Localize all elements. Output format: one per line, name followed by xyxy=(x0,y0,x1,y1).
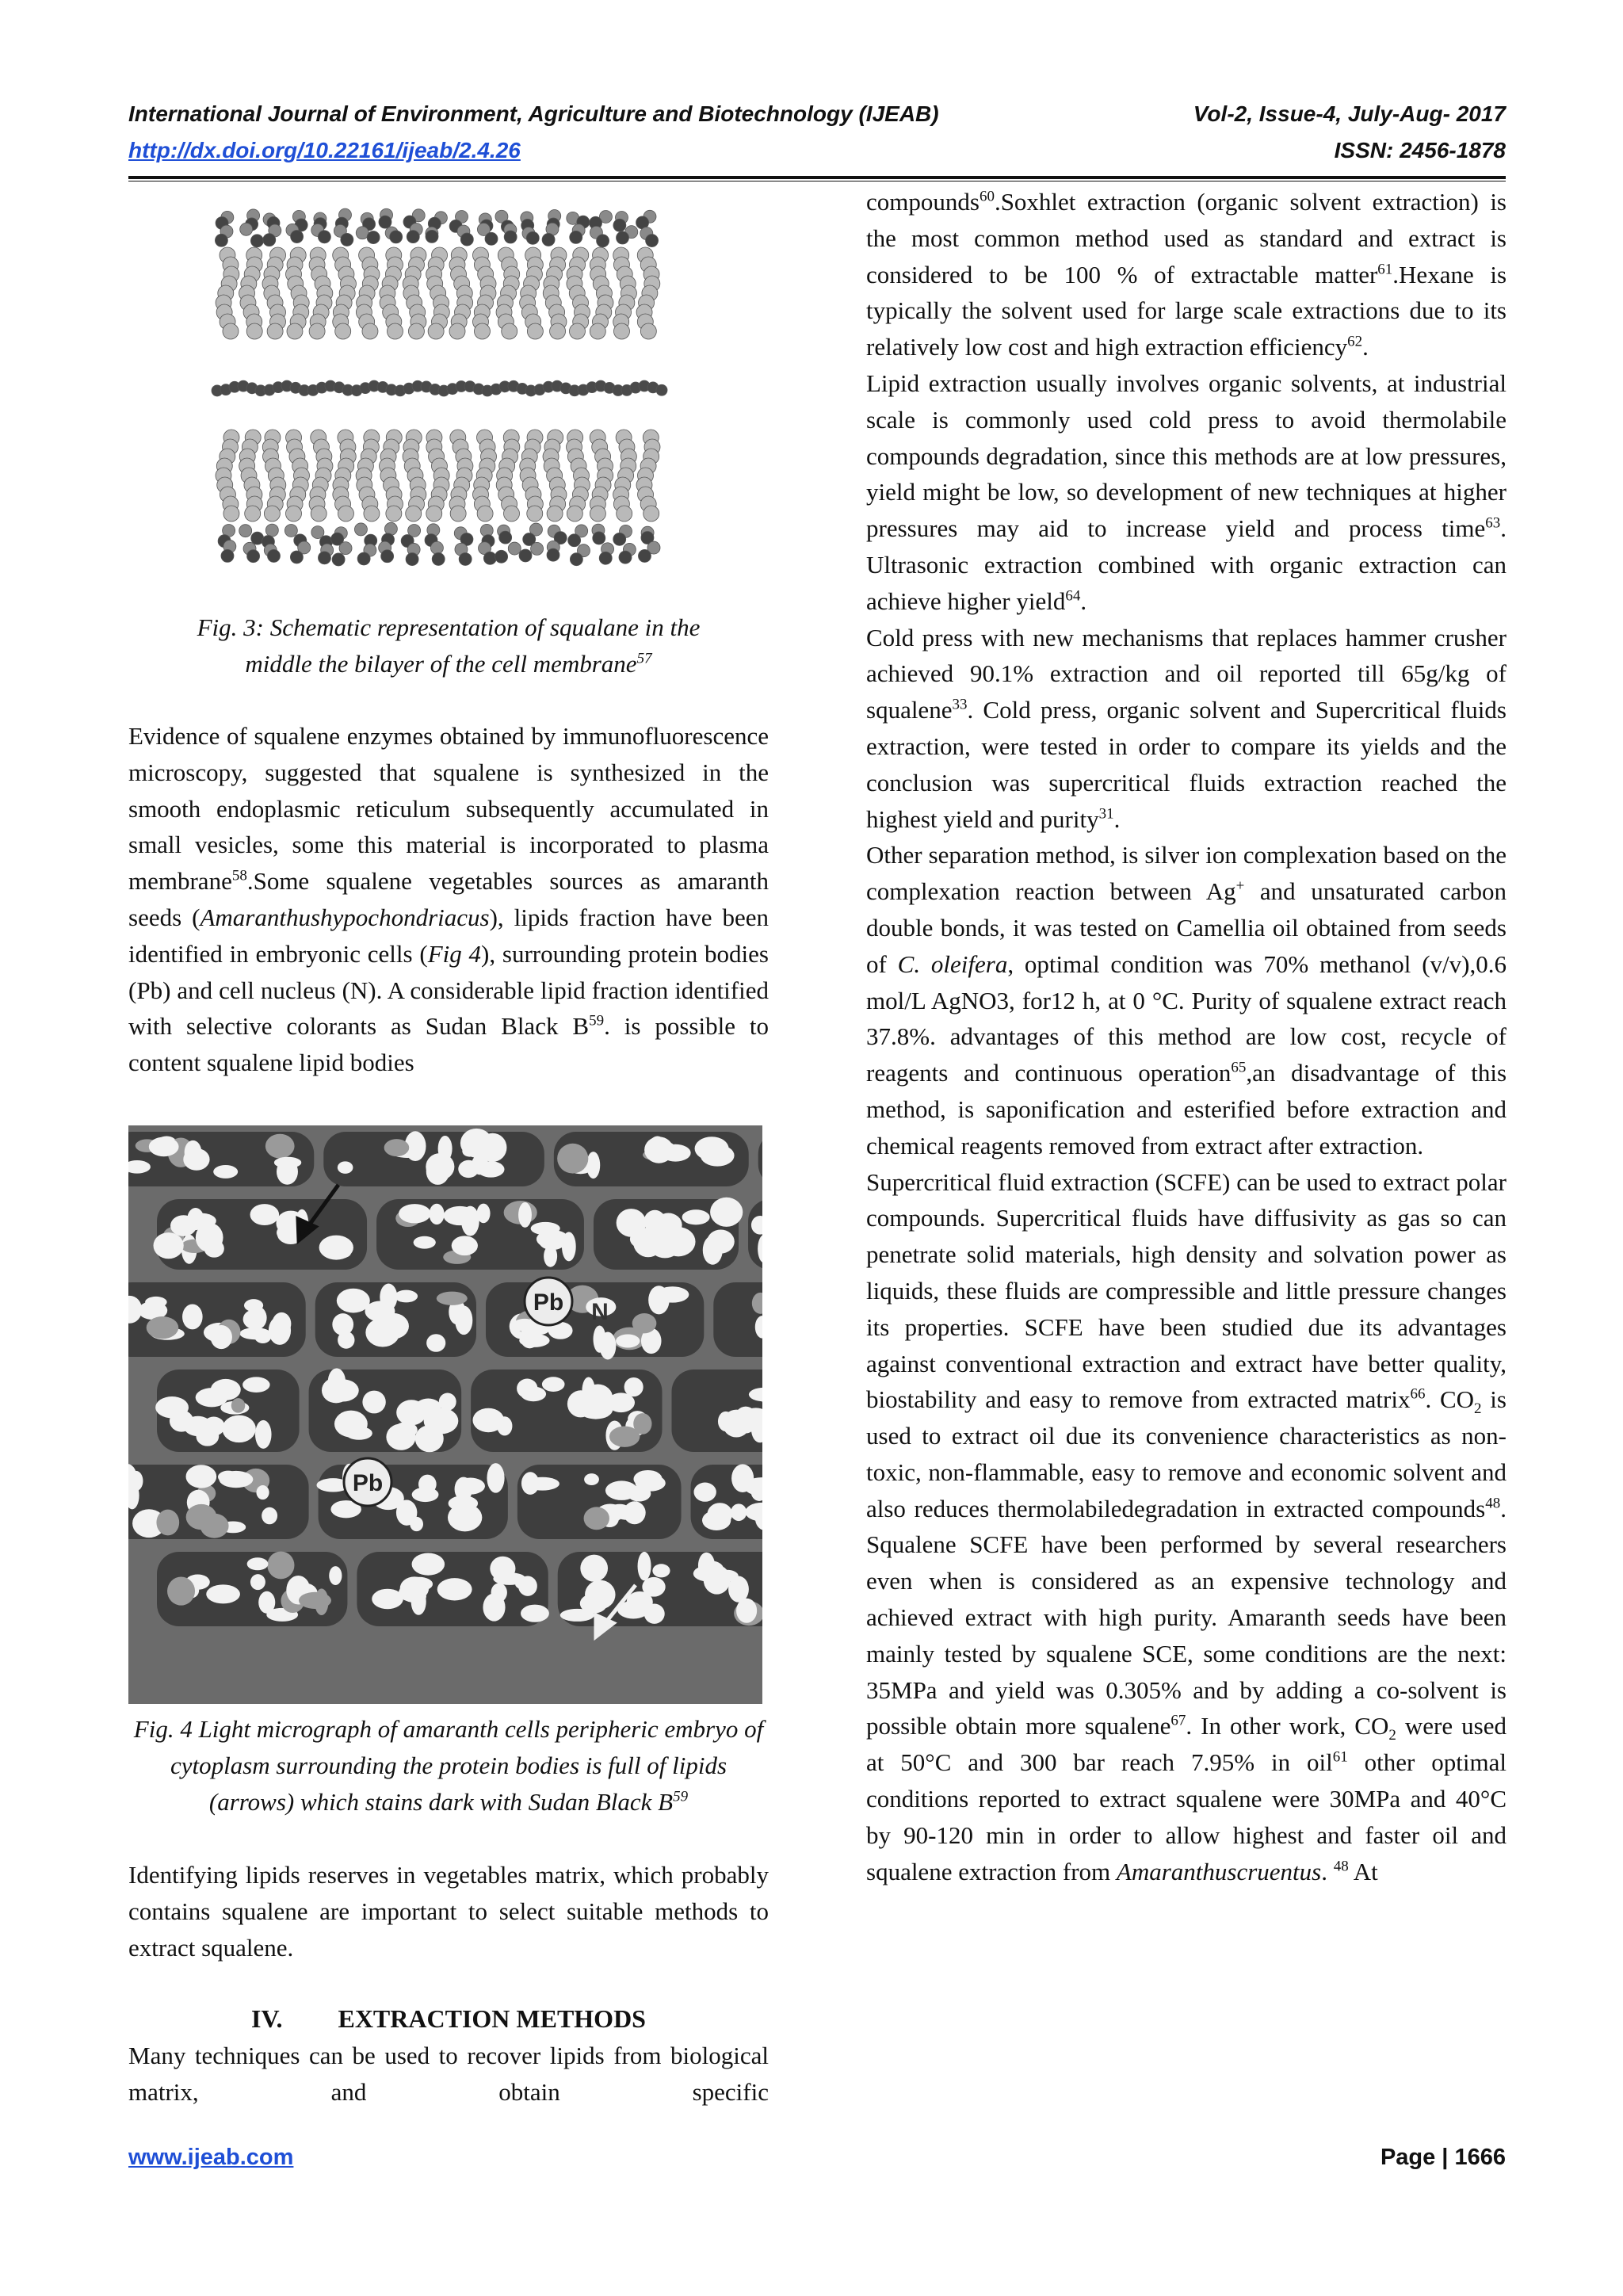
fig4-ref: 59 xyxy=(673,1788,689,1805)
pb-label-2 xyxy=(344,1458,391,1506)
left-para-1 xyxy=(128,718,769,1081)
co2-sub-2: 2 xyxy=(1388,1727,1396,1744)
r-p2-a: Lipid extraction usually involves organic solvents, at industrial scale is commonly used cold press to avoid thermolabile compounds degradation, since this methods are at low pressures, yield might be low, so development of new techniques at higher pressures may aid to increase yield and process time xyxy=(866,369,1507,543)
svg-text:Pb: Pb xyxy=(533,1289,564,1316)
left-para-3 xyxy=(128,2038,769,2111)
ref-58: 58 xyxy=(231,867,247,884)
r-p5-g: other optimal conditions reported to extract squalene were 30MPa and 40°C by 90-120 min in order to allow highest and faster oil and squalene extraction from xyxy=(866,1748,1507,1885)
co2-sub-1: 2 xyxy=(1474,1400,1482,1418)
section-heading xyxy=(128,2001,769,2038)
ref-48-b: 48 xyxy=(1333,1858,1349,1875)
left-p2-text: Identifying lipids reserves in vegetables matrix, which probably contains squalene are important to select suitable methods to extract squalene. xyxy=(128,1861,769,1962)
ref-64: 64 xyxy=(1065,587,1081,605)
left-p1-text-a: Evidence of squalene enzymes obtained by immunofluorescence microscopy, suggested that squalene is synthesized in the smooth endoplasmic reticulum subsequently accumulated in small vesicles, some this material is incorporated to plasma membrane xyxy=(128,722,769,896)
r-p5-b: . CO xyxy=(1425,1385,1475,1414)
volume-info: Vol-2, Issue-4, July-Aug- 2017 xyxy=(1193,101,1506,126)
r-p4-b: and unsaturated carbon double bonds, it was tested on Camellia oil obtained from seeds of xyxy=(866,877,1507,978)
ref-33: 33 xyxy=(952,696,968,713)
r-p3-c: . xyxy=(1113,804,1121,833)
left-p1-text-d: ), surrounding protein bodies (Pb) and cell nucleus (N). A considerable lipid fraction identified with selective colorants as Sudan Black B xyxy=(128,939,769,1041)
fig4-caption-text: Fig. 4 Light micrograph of amaranth cells peripheric embryo of cytoplasm surrounding the protein bodies is full of lipids (arrows) which stains dark with Sudan Black B xyxy=(133,1715,764,1816)
section-title: EXTRACTION METHODS xyxy=(338,2004,646,2033)
r-p5-a: Supercritical fluid extraction (SCFE) can be used to extract polar compounds. Supercritical fluids have diffusivity as gas so can penetrate solid materials, high density and solvation power as liquids, these fluids are compressible and little pressure changes its properties. SCFE have been studied due its advantages against conventional extraction and extract have better quality, biostability and easy to remove from extracted matrix xyxy=(866,1167,1507,1414)
r-p5-e: . In other work, CO xyxy=(1186,1712,1389,1740)
right-para-3 xyxy=(866,620,1507,838)
right-para-5 xyxy=(866,1164,1507,1890)
ref-48-a: 48 xyxy=(1485,1495,1501,1512)
page-footer xyxy=(128,2145,1506,2171)
r-p5-f: were used at 50°C and 300 bar reach 7.95% in oil xyxy=(866,1712,1507,1777)
r-p4-a: Other separation method, is silver ion complexation based on the complexation reaction between Ag xyxy=(866,841,1507,906)
section-number: IV. xyxy=(251,2004,283,2033)
micrograph-svg xyxy=(128,1125,762,1704)
r-p4-d: ,an disadvantage of this method, is saponification and esterified before extraction and chemical reagents removed from extract after extraction. xyxy=(866,1059,1507,1159)
svg-text:Pb: Pb xyxy=(352,1470,384,1496)
ref-61: 61 xyxy=(1377,261,1393,278)
n-label xyxy=(591,1299,609,1325)
r-p1-a: compounds xyxy=(866,188,980,216)
fig4-caption xyxy=(128,1711,769,1820)
ref-60: 60 xyxy=(979,188,995,205)
fig3-bilayer-image xyxy=(208,208,675,580)
r-p1-b: .Soxhlet extraction (organic solvent extraction) is the most common method used as standard and extract is considered to be 100 % of extractable matter xyxy=(866,188,1507,288)
species-c-oleifera: C. oleifera xyxy=(897,949,1008,978)
right-para-4 xyxy=(866,837,1507,1163)
header-rule xyxy=(128,176,1506,179)
left-p1-text-c: ), lipids fraction have been identified in embryonic cells ( xyxy=(128,903,769,968)
fig4-micrograph-image xyxy=(128,1125,762,1704)
issn: ISSN: 2456-1878 xyxy=(1334,138,1506,162)
svg-text:N: N xyxy=(591,1299,609,1325)
ref-65: 65 xyxy=(1231,1059,1247,1076)
r-p2-b: . Ultrasonic extraction combined with organic extraction can achieve higher yield xyxy=(866,514,1507,615)
pb-label-1 xyxy=(525,1278,572,1325)
page-header xyxy=(128,101,1506,173)
r-p5-d: . Squalene SCFE have been performed by several researchers even when is considered as an expensive technology and achieved extract with high purity. Amaranth seeds have been mainly tested by squalene SCE, some conditions are the next: 35MPa and yield was 0.305% and by adding a co-solvent is possible obtain more squalene xyxy=(866,1494,1507,1740)
left-p1-text-b: .Some squalene vegetables sources as amaranth seeds ( xyxy=(128,867,769,931)
left-para-2 xyxy=(128,1857,769,1966)
ref-62: 62 xyxy=(1347,333,1363,350)
r-p2-c: . xyxy=(1080,586,1087,615)
fig3-caption-line2: middle the bilayer of the cell membrane xyxy=(245,650,637,678)
ref-59: 59 xyxy=(589,1013,605,1030)
r-p3-b: . Cold press, organic solvent and Supercritical fluids extraction, were tested in order to compare its yields and the conclusion was supercritical fluids extraction reached the highest yield and purity xyxy=(866,696,1507,833)
fig4-reference: Fig 4 xyxy=(427,939,482,968)
r-p4-c: , optimal condition was 70% methanol (v/v),0.6 mol/L AgNO3, for12 h, at 0 °C. Purity of squalene extract reach 37.8%. advantages of this method are low cost, recycle of reagents and continuous operation xyxy=(866,949,1507,1087)
species-name: Amaranthushypochondriacus xyxy=(200,903,490,931)
page-number: Page | 1666 xyxy=(1380,2145,1506,2170)
species-amaranthus-cruentus: Amaranthuscruentus xyxy=(1116,1857,1322,1885)
r-p1-c: .Hexane is typically the solvent used for large scale extractions due to its relatively low cost and high extraction efficiency xyxy=(866,260,1507,361)
r-p5-h: . xyxy=(1321,1857,1334,1885)
ref-67: 67 xyxy=(1170,1713,1186,1730)
site-link[interactable]: www.ijeab.com xyxy=(128,2145,294,2170)
r-p1-d: . xyxy=(1362,333,1369,361)
journal-title: International Journal of Environment, Agriculture and Biotechnology (IJEAB) xyxy=(128,101,939,126)
right-para-2 xyxy=(866,365,1507,620)
doi-link[interactable]: http://dx.doi.org/10.22161/ijeab/2.4.26 xyxy=(128,138,521,162)
bilayer-svg xyxy=(208,208,675,580)
right-column xyxy=(866,184,1507,1889)
right-para-1 xyxy=(866,184,1507,365)
left-p3-text: Many techniques can be used to recover lipids from biological matrix, and obtain specific xyxy=(128,2042,769,2106)
fig3-caption-line1: Fig. 3: Schematic representation of squalane in the xyxy=(197,613,701,641)
ref-61-b: 61 xyxy=(1332,1748,1348,1766)
ag-charge: + xyxy=(1235,877,1245,895)
fig3-ref: 57 xyxy=(636,650,652,667)
ref-63: 63 xyxy=(1485,514,1501,532)
r-p5-c: is used to extract oil due its convenience characteristics as non-toxic, non-flammable, easy to remove and economic solvent and also reduces thermolabiledegradation in extracted compounds xyxy=(866,1385,1507,1522)
r-p5-i: At xyxy=(1348,1857,1378,1885)
ref-31: 31 xyxy=(1098,805,1114,823)
ref-66: 66 xyxy=(1410,1385,1426,1403)
left-p1-text-e: . is possible to content squalene lipid bodies xyxy=(128,1012,769,1077)
r-p3-a: Cold press with new mechanisms that replaces hammer crusher achieved 90.1% extraction and oil reported till 65g/kg of squalene xyxy=(866,623,1507,724)
fig3-caption xyxy=(128,609,769,682)
